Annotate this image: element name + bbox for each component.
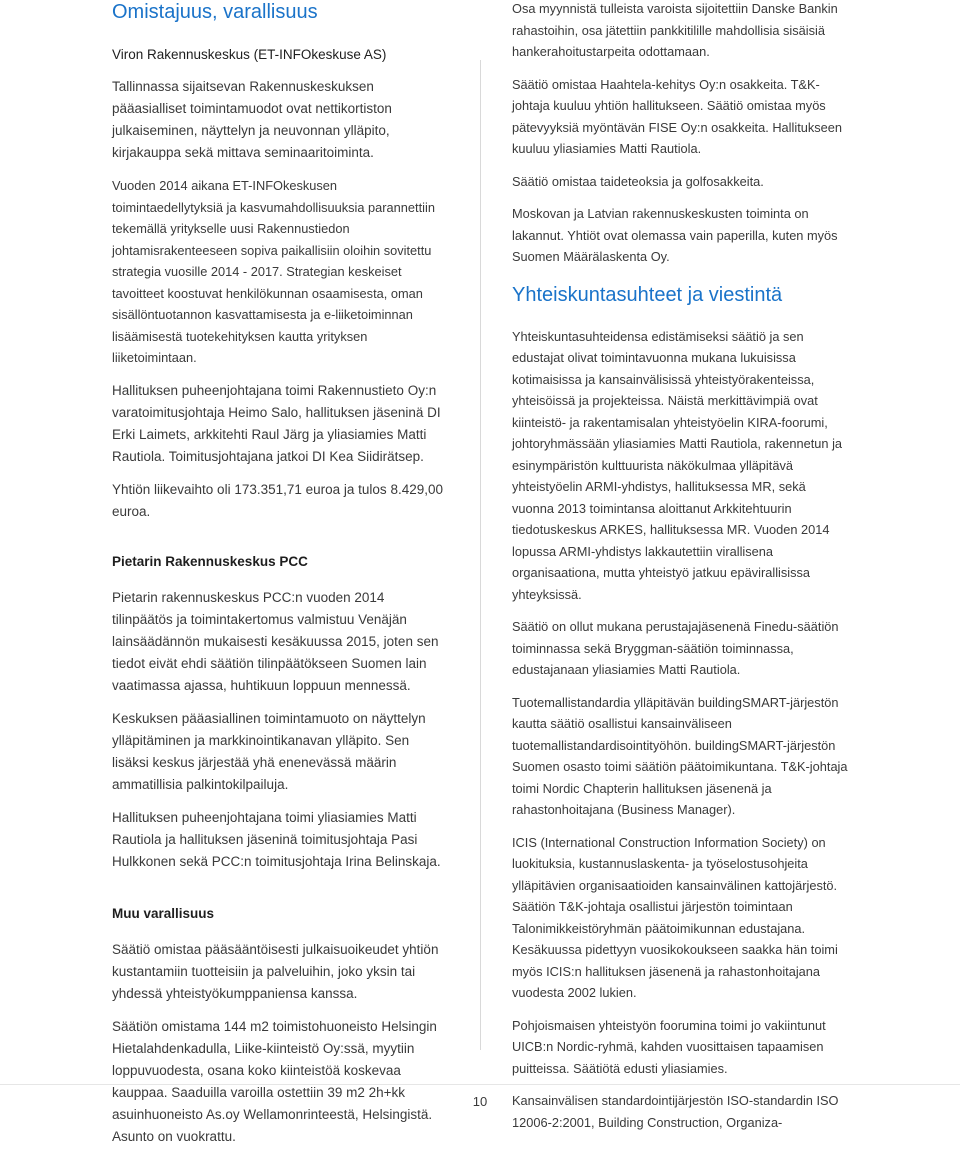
paragraph: Kansainvälisen standardointijärjestön ISO-standardin ISO 12006-2:2001, Building Construction, Organiza- (512, 1093, 839, 1130)
section-title-viron: Viron Rakennuskeskus (ET-INFOkeskuse AS) (112, 47, 387, 62)
page-title: Omistajuus, varallisuus (112, 1, 318, 23)
left-column (112, 0, 448, 1159)
footer-divider (0, 1084, 960, 1085)
paragraph: Säätiö omistaa pääsääntöisesti julkaisuoikeudet yhtiön kustantamiin tuotteisiin ja palveluihin, joko yksin tai yhdessä yhteistyökumppaniensa kanssa. (112, 941, 439, 1001)
paragraph: Pietarin rakennuskeskus PCC:n vuoden 2014 tilinpäätös ja toimintakertomus valmistuu Venäjän lainsäädännön mukaisesti kesäkuussa 2015, joten sen tiedot eivät ehdi säätiön tilinpäätökseen Suomen lain vaatimassa ajassa, huhtikuun loppuun mennessä. (112, 589, 439, 693)
paragraph: Säätiö on ollut mukana perustajajäsenenä Finedu-säätiön toiminnassa sekä Bryggman-säätiön toiminnassa, edustajanaan yliasiamies Matti Rautiola. (512, 619, 839, 677)
section-title-pietari: Pietarin Rakennuskeskus PCC (112, 553, 308, 569)
paragraph: Moskovan ja Latvian rakennuskeskusten toiminta on lakannut. Yhtiöt ovat olemassa vain paperilla, kuten myös Suomen Määrälaskenta Oy. (512, 206, 838, 264)
paragraph: Tuotemallistandardia ylläpitävän buildingSMART-järjestön kautta säätiö osallistui kansainväliseen tuotemallistandardisointityöhön. buildingSMART-järjestön Suomen osasto toimi säätiön päätoimikuntana. T&K-johtaja toimi Nordic Chapterin hallituksen jäsenenä ja rahastonhoitajana (Business Manager). (512, 694, 848, 817)
paragraph: Säätiö omistaa Haahtela-kehitys Oy:n osakkeita. T&K-johtaja kuuluu yhtiön hallitukseen. Säätiö omistaa myös pätevyyksiä myöntävän FISE Oy:n osakkeita. Hallitukseen kuuluu yliasiamies Matti Rautiola. (512, 76, 843, 156)
paragraph: Keskuksen pääasiallinen toimintamuoto on näyttelyn ylläpitäminen ja markkinointikanavan ylläpito. Sen lisäksi keskus järjestää yhä enenevässä määrin ammatillisia palkintokilpailuja. (112, 710, 426, 792)
paragraph: Säätiön omistama 144 m2 toimistohuoneisto Helsingin Hietalahdenkadulla, Liike-kiinteistö Oy:ssä, myytiin loppuvuodesta, osana koko kiinteistöä koskevaa kauppaa. Saaduilla varoilla ostettiin 39 m2 2h+kk asuinhuoneisto As.oy Wellamonrinteestä, Helsingistä. Asunto on vuokrattu. (112, 1018, 437, 1144)
paragraph: Tallinnassa sijaitsevan Rakennuskeskuksen pääasialliset toimintamuodot ovat nettikortiston julkaiseminen, näyttelyn ja neuvonnan ylläpito, kirjakauppa sekä mittava seminaaritoiminta. (112, 79, 392, 160)
section-title-muu: Muu varallisuus (112, 905, 215, 921)
section-heading-yhteiskuntasuhteet: Yhteiskuntasuhteet ja viestintä (512, 283, 783, 306)
paragraph: Hallituksen puheenjohtajana toimi yliasiamies Matti Rautiola ja hallituksen jäseninä toimitusjohtaja Pasi Hulkkonen sekä PCC:n toimitusjohtaja Irina Belinskaja. (112, 809, 441, 869)
paragraph: Hallituksen puheenjohtajana toimi Rakennustieto Oy:n varatoimitusjohtaja Heimo Salo, hallituksen jäseninä DI Erki Laimets, arkkitehti Raul Järg ja yliasiamies Matti Rautiola. Toimitusjohtajana jatkoi DI Kea Siidirätsep. (112, 382, 441, 464)
paragraph: Yhteiskuntasuhteidensa edistämiseksi säätiö ja sen edustajat olivat toimintavuonna mukana lukuisissa kotimaisissa ja kansainvälisissä yhteistyörakenteissa, yhteisöissä ja projekteissa. Näistä merkittävimpiä ovat kiinteistö- ja rakentamisalan yhteistyöelin KIRA-foorumi, johtoryhmässään yliasiamies Matti Rautiola, rakennetun ja esinympäristön kulttuurista näkökulmaa ylläpitävä yhteistyöelin ARMI-yhdistys, hallituksessa MR, sekä vuonna 2013 toimintansa aloittanut Arkkitehtuurin tiedotuskeskus ARKES, hallituksessa MR. Vuoden 2014 lopussa ARMI-yhdistys lakkautettiin virallisena organisaationa, mutta yhteistyö jatkuu epävirallisissa yhteyksissä. (512, 328, 843, 602)
paragraph: Vuoden 2014 aikana ET-INFOkeskusen toimintaedellytyksiä ja kasvumahdollisuuksia parannettiin tekemällä yritykselle uusi Rakennustiedon johtamisrakenteeseen sopiva paikallisiin oloihin sovitettu strategia vuosille 2014 - 2017. Strategian keskeiset tavoitteet koostuvat henkilökunnan osaamisesta, oman sisällöntuotannon kasvattamisesta ja e-liiketoiminnan lisäämisestä tuotekehityksen kautta yrityksen liiketoimintaan. (112, 178, 435, 365)
paragraph: Yhtiön liikevaihto oli 173.351,71 euroa ja tulos 8.429,00 euroa. (112, 481, 443, 519)
page-number: 10 (472, 1094, 488, 1109)
right-column (512, 0, 848, 1144)
paragraph: Osa myynnistä tulleista varoista sijoitettiin Danske Bankin rahastoihin, osa jätettiin pankkitilille mahdollisia sisäisiä hankerahoitustarpeita odottamaan. (512, 1, 838, 59)
paragraph: Pohjoismaisen yhteistyön foorumina toimi jo vakiintunut UICB:n Nordic-ryhmä, kahden vuosittaisen tapaamisen puitteissa. Säätiötä edusti yliasiamies. (512, 1017, 826, 1076)
paragraph: Säätiö omistaa taideteoksia ja golfosakkeita. (512, 173, 764, 189)
paragraph: ICIS (International Construction Information Society) on luokituksia, kustannuslaskenta- ja työselostusohjeita ylläpitävien organisaatioiden kansainvälinen kattojärjestö. Säätiön T&K-johtaja osallistui järjestön toimintaan Talonimikkeistöryhmän päätoimikunnan edustajana. Kesäkuussa pidettyyn vuosikokoukseen saakka hän toimi myös ICIS:n hallituksen jäsenenä ja rahastonhoitajana vuodesta 2002 lukien. (512, 834, 838, 1000)
column-divider (480, 60, 481, 1050)
